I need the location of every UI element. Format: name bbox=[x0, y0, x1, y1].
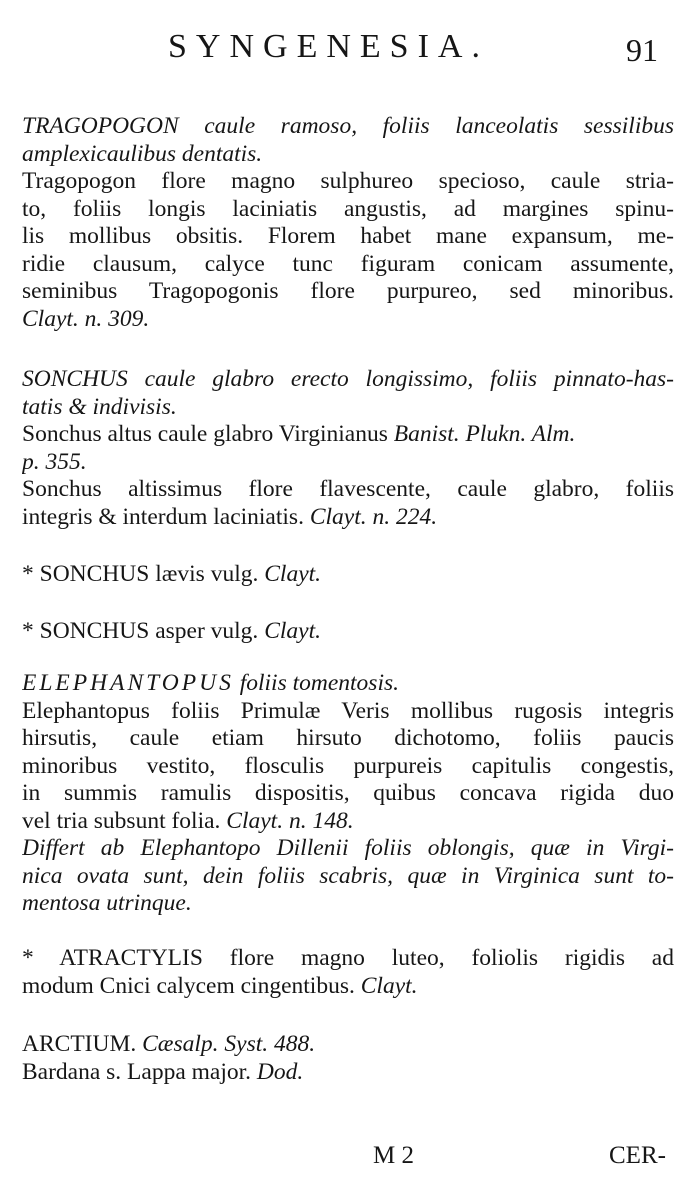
entry-diagnosis-line: amplexicaulibus dentatis. bbox=[22, 140, 263, 167]
entry-description-line: Tragopogon flore magno sulphureo specioso, caule stria- bbox=[22, 168, 674, 194]
entry-note-line: Differt ab Elephantopo Dillenii foliis oblongis, quæ in Virgi- bbox=[22, 835, 674, 861]
entry-sonchus-asper bbox=[22, 618, 674, 646]
signature-mark: M 2 bbox=[373, 1142, 414, 1169]
genus-name: ARCTIUM. bbox=[22, 1031, 137, 1057]
genus-name: ELEPHANTOPUS bbox=[22, 670, 234, 696]
entry-description-line bbox=[22, 808, 674, 836]
entry-diagnosis-line bbox=[22, 670, 674, 698]
entry-description-line bbox=[22, 504, 674, 532]
entry-citation: Clayt. bbox=[264, 561, 322, 587]
entry-description-line: minoribus vestito, flosculis purpureis capitulis congestis, bbox=[22, 752, 674, 779]
entry-citation: Clayt. n. 224. bbox=[309, 503, 438, 530]
entry-diagnosis-line: tatis & indivisis. bbox=[22, 393, 177, 420]
entry-line bbox=[22, 618, 674, 646]
entry-text: * SONCHUS asper vulg. bbox=[22, 618, 259, 644]
synonym-citation: Banist. Plukn. Alm. bbox=[393, 421, 576, 447]
synonym-citation: Dod. bbox=[256, 1058, 304, 1085]
description-text: modum Cnici calycem cingentibus. bbox=[22, 972, 355, 999]
running-title: SYNGENESIA. bbox=[168, 28, 489, 65]
entry-sonchus-glabro bbox=[22, 366, 674, 531]
entry-description-line: seminibus Tragopogonis flore purpureo, sed minoribus. bbox=[22, 278, 674, 304]
entry-citation: Clayt. n. 148. bbox=[226, 807, 354, 834]
entry-text: * SONCHUS lævis vulg. bbox=[22, 561, 259, 587]
entry-diagnosis-line: TRAGOPOGON caule ramoso, foliis lanceolatis sessilibus bbox=[22, 113, 674, 139]
page-header bbox=[0, 24, 691, 74]
entry-elephantopus bbox=[22, 670, 674, 918]
page-number: 91 bbox=[626, 32, 658, 68]
entry-synonym-line bbox=[22, 421, 674, 449]
entry-diagnosis-line: SONCHUS caule glabro erecto longissimo, foliis pinnato-has- bbox=[22, 366, 674, 392]
entry-description-line: to, foliis longis laciniatis angustis, ad margines spinu- bbox=[22, 195, 674, 222]
entry-description-line bbox=[22, 973, 674, 1001]
entry-tragopogon bbox=[22, 113, 674, 333]
synonym-text: Sonchus altus caule glabro Virginianus bbox=[22, 421, 388, 447]
entry-sonchus-laevis bbox=[22, 561, 674, 589]
entry-description-line: Elephantopus foliis Primulæ Veris mollibus rugosis integris bbox=[22, 697, 674, 724]
entry-description-line: Sonchus altissimus flore flavescente, caule glabro, foliis bbox=[22, 476, 674, 502]
entry-line bbox=[22, 561, 674, 589]
diagnosis-text: foliis tomentosis. bbox=[239, 670, 399, 696]
entry-description-line: hirsutis, caule etiam hirsuto dichotomo, foliis paucis bbox=[22, 725, 674, 751]
entry-citation: Clayt. bbox=[360, 972, 418, 999]
entry-synonym-line bbox=[22, 1059, 674, 1087]
entry-citation: Clayt. bbox=[264, 618, 321, 644]
description-text: vel tria subsunt folia. bbox=[22, 807, 221, 834]
entry-note-line: mentosa utrinque. bbox=[22, 890, 192, 916]
entry-description-line: in summis ramulis dispositis, quibus concava rigida duo bbox=[22, 780, 674, 806]
entry-citation: p. 355. bbox=[22, 448, 87, 475]
entry-atractylis bbox=[22, 945, 674, 1000]
description-text: integris & interdum laciniatis. bbox=[22, 503, 304, 530]
entry-description-line: * ATRACTYLIS flore magno luteo, foliolis rigidis ad bbox=[22, 945, 674, 971]
catchword: CER- bbox=[609, 1142, 666, 1169]
entry-description-line: ridie clausum, calyce tunc figuram conicam assumente, bbox=[22, 250, 674, 277]
entry-citation: Clayt. n. 309. bbox=[22, 305, 150, 332]
entry-heading-line bbox=[22, 1031, 674, 1059]
synonym-text: Bardana s. Lappa major. bbox=[22, 1058, 252, 1085]
entry-note-line: nica ovata sunt, dein foliis scabris, quæ in Virginica sunt to- bbox=[22, 862, 674, 889]
entry-citation: Cæsalp. Syst. 488. bbox=[142, 1031, 316, 1057]
page-footer bbox=[0, 1138, 691, 1178]
entry-arctium bbox=[22, 1031, 674, 1086]
entry-description-line: lis mollibus obsitis. Florem habet mane expansum, me- bbox=[22, 223, 674, 249]
